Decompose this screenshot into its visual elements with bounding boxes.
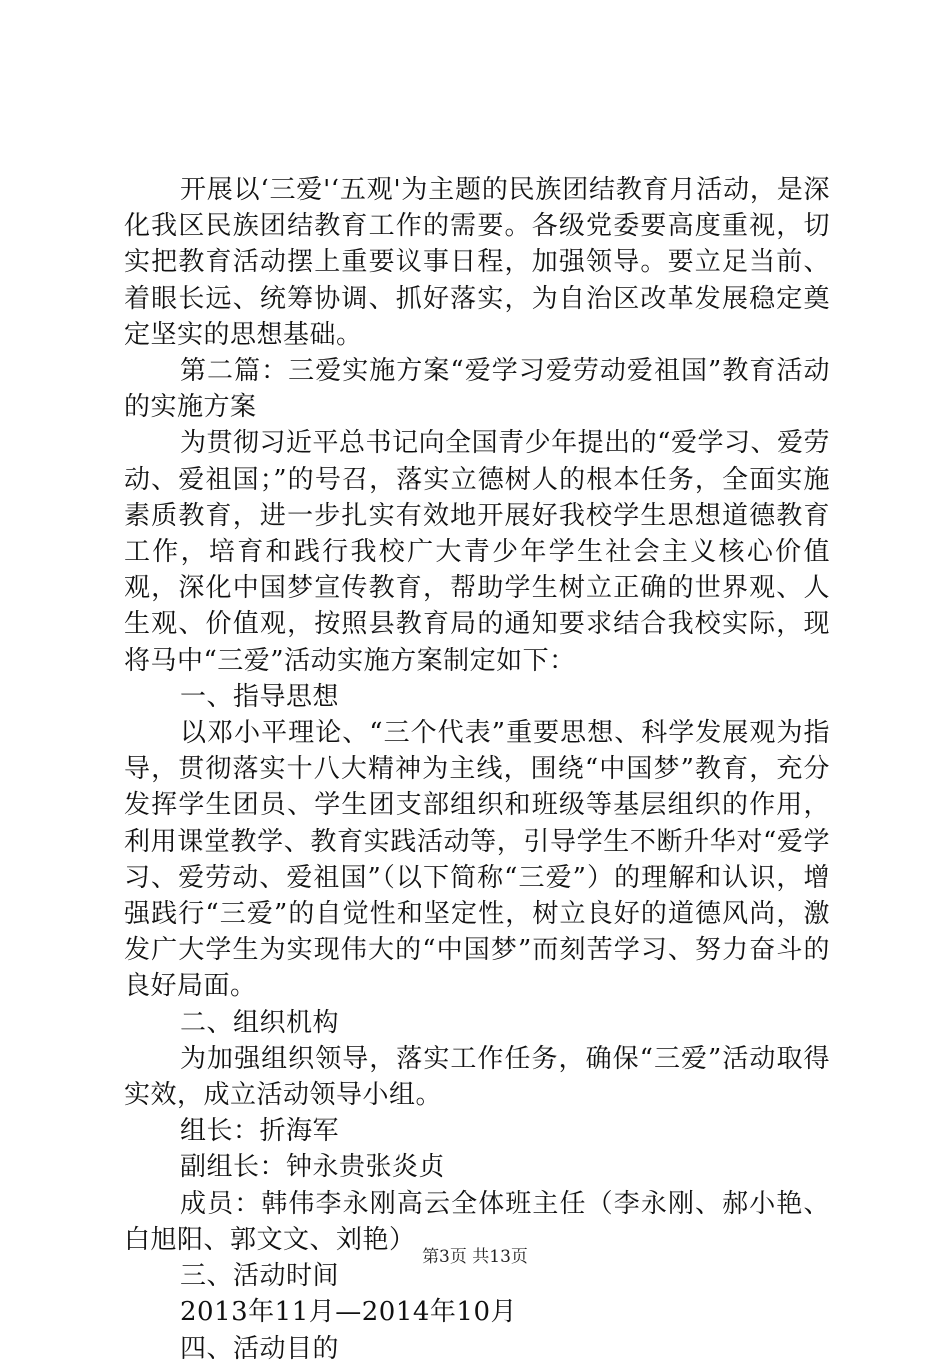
heading-guiding-thought: 一、指导思想 — [180, 681, 340, 712]
paragraph-purpose: 为贯彻习近平总书记向全国青少年提出的“爱学习、爱劳动、爱祖国；”的号召，落实立德树人的根本任务，全面实施素质教育，进一步扎实有效地开展好我校学生思想道德教育工作，培育和践行我校广大青少年学生社会主义核心价值观，深化中国梦宣传教育，帮助学生树立正确的世界观、人生观、价值观，按照县教育局的通知要求结合我校实际，现将马中“三爱”活动实施方案制定如下： — [124, 428, 830, 676]
section-title-part-two: 第二篇：三爱实施方案“爱学习爱劳动爱祖国”教育活动的实施方案 — [124, 356, 830, 423]
paragraph-organization: 为加强组织领导，落实工作任务，确保“三爱”活动取得实效，成立活动领导小组。 — [124, 1043, 830, 1111]
deputy-group-leader: 副组长：钟永贵张炎贞 — [180, 1152, 446, 1183]
heading-activity-purpose: 四、活动目的 — [180, 1333, 340, 1364]
group-members: 成员：韩伟李永刚高云全体班主任（李永刚、郝小艳、白旭阳、郭文文、刘艳） — [124, 1188, 830, 1255]
paragraph-guiding-thought: 以邓小平理论、“三个代表”重要思想、科学发展观为指导，贯彻落实十八大精神为主线，围绕“中国梦”教育，充分发挥学生团员、学生团支部组织和班级等基层组织的作用，利用课堂教学、教育实践活动等，引导学生不断升华对“爱学习、爱劳动、爱祖国”（以下简称“三爱”）的理解和认识，增强践行“三爱”的自觉性和坚定性，树立良好的道德风尚，激发广大学生为实现伟大的“中国梦”而刻苦学习、努力奋斗的良好局面。 — [124, 718, 830, 1002]
heading-organization: 二、组织机构 — [180, 1007, 340, 1038]
page-number-footer: 第3页 共13页 — [422, 1247, 528, 1267]
activity-time-range: 2013年11月—2014年10月 — [180, 1297, 518, 1328]
group-leader: 组长：折海军 — [180, 1116, 340, 1147]
heading-activity-time: 三、活动时间 — [180, 1261, 340, 1292]
paragraph-intro: 开展以‘三爱'‘五观'为主题的民族团结教育月活动，是深化我区民族团结教育工作的需要。各级党委要高度重视，切实把教育活动摆上重要议事日程，加强领导。要立足当前、着眼长远、统筹协调、抓好落实，为自治区改革发展稳定奠定坚实的思想基础。 — [124, 175, 830, 350]
document-body — [124, 172, 830, 1367]
